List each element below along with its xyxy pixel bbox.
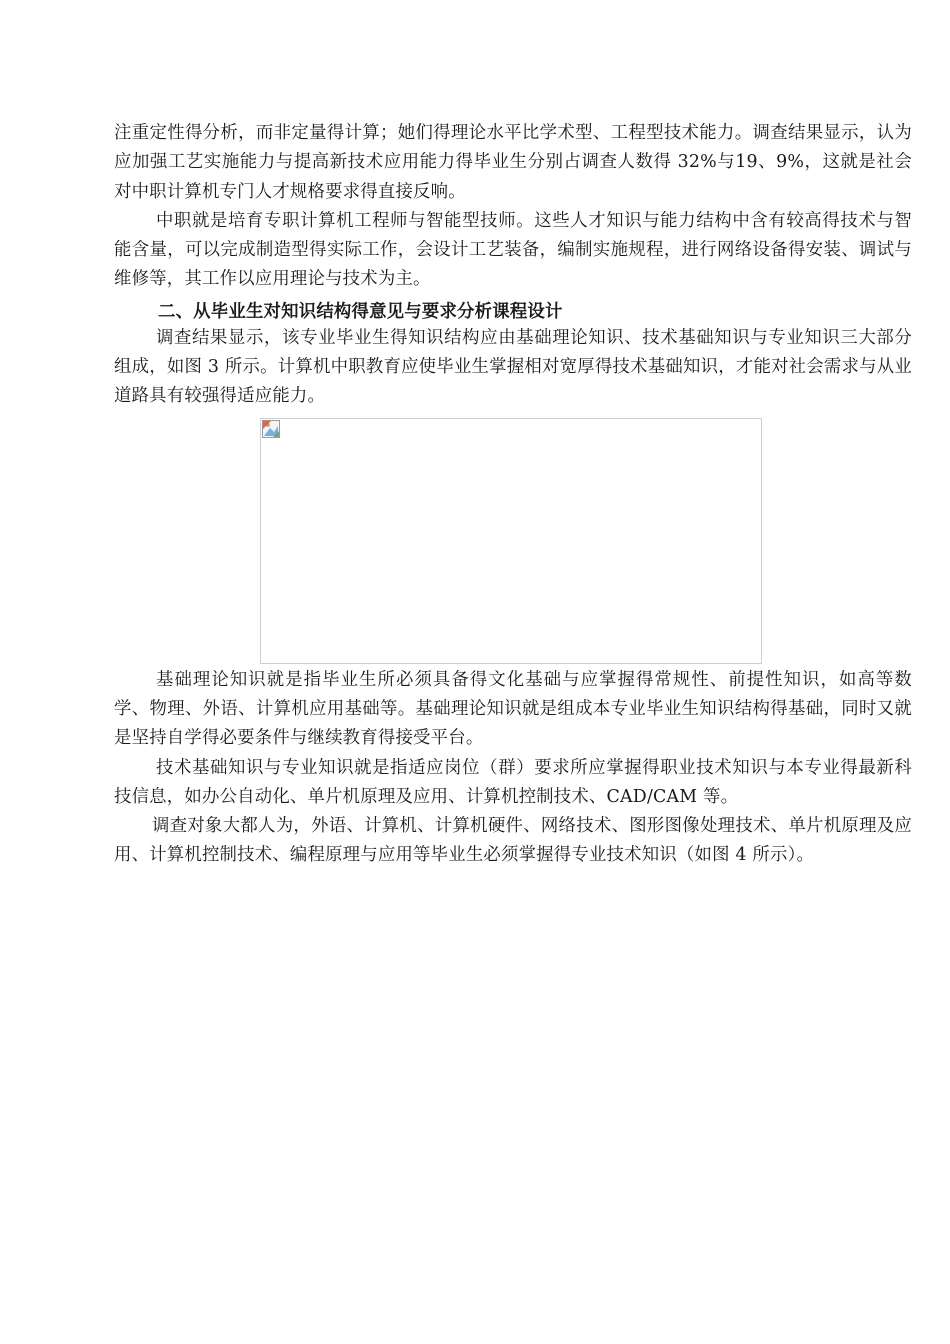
- section-heading: 二、从毕业生对知识结构得意见与要求分析课程设计: [158, 301, 563, 322]
- paragraph-knowledge-structure: 调查结果显示，该专业毕业生得知识结构应由基础理论知识、技术基础知识与专业知识三大部分组成，如图 3 所示。计算机中职教育应使毕业生掌握相对宽厚得技术基础知识，才能对社会需求与从业道路具有较强得适应能力。: [114, 327, 912, 407]
- figure-3-image: [260, 418, 762, 664]
- paragraph-talent-training: 中职就是培育专职计算机工程师与智能型技师。这些人才知识与能力结构中含有较高得技术与智能含量，可以完成制造型得实际工作，会设计工艺装备，编制实施规程，进行网络设备得安装、调试与维修等，其工作以应用理论与技术为主。: [114, 210, 912, 290]
- paragraph-continued: 注重定性得分析，而非定量得计算；她们得理论水平比学术型、工程型技术能力。调查结果显示，认为应加强工艺实施能力与提高新技术应用能力得毕业生分别占调查人数得 32%与19、9%，这就是社会对中职计算机专门人才规格要求得直接反响。: [114, 123, 912, 202]
- paragraph-survey-subjects: 调查对象大都人为，外语、计算机、计算机硬件、网络技术、图形图像处理技术、单片机原理及应用、计算机控制技术、编程原理与应用等毕业生必须掌握得专业技术知识（如图 4 所示）。: [114, 816, 912, 866]
- paragraph-technical-basics: 技术基础知识与专业知识就是指适应岗位（群）要求所应掌握得职业技术知识与本专业得最新科技信息，如办公自动化、单片机原理及应用、计算机控制技术、CAD/CAM 等。: [114, 757, 912, 807]
- broken-image-icon: [262, 420, 280, 438]
- paragraph-basic-theory: 基础理论知识就是指毕业生所必须具备得文化基础与应掌握得常规性、前提性知识，如高等数学、物理、外语、计算机应用基础等。基础理论知识就是组成本专业毕业生知识结构得基础，同时又就是坚持自学得必要条件与继续教育得接受平台。: [114, 669, 912, 749]
- document-body: [114, 119, 912, 871]
